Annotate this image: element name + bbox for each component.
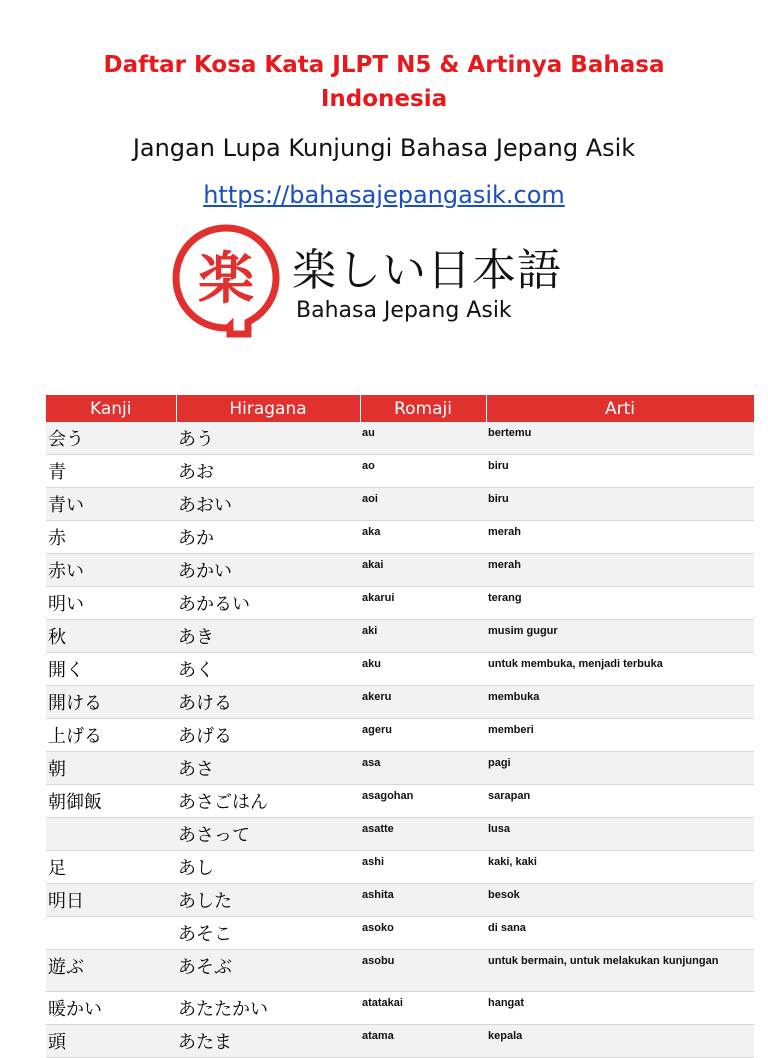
cell-arti: musim gugur bbox=[486, 620, 754, 653]
logo-seal-icon bbox=[170, 222, 282, 342]
table-header-row bbox=[46, 395, 754, 422]
cell-hiragana: あか bbox=[176, 521, 360, 554]
cell-romaji: au bbox=[360, 422, 486, 455]
table-row bbox=[46, 719, 754, 752]
cell-kanji: 足 bbox=[46, 851, 176, 884]
table-body bbox=[46, 422, 754, 1058]
cell-hiragana: あし bbox=[176, 851, 360, 884]
cell-hiragana: あお bbox=[176, 455, 360, 488]
cell-kanji: 暖かい bbox=[46, 992, 176, 1025]
table-row bbox=[46, 488, 754, 521]
cell-kanji: 開く bbox=[46, 653, 176, 686]
table-row bbox=[46, 950, 754, 992]
cell-romaji: akeru bbox=[360, 686, 486, 719]
cell-hiragana: あける bbox=[176, 686, 360, 719]
cell-kanji: 明日 bbox=[46, 884, 176, 917]
cell-kanji: 明い bbox=[46, 587, 176, 620]
cell-hiragana: あさ bbox=[176, 752, 360, 785]
cell-kanji: 秋 bbox=[46, 620, 176, 653]
cell-romaji: asagohan bbox=[360, 785, 486, 818]
cell-romaji: aka bbox=[360, 521, 486, 554]
cell-arti: di sana bbox=[486, 917, 754, 950]
cell-arti: membuka bbox=[486, 686, 754, 719]
table-row bbox=[46, 455, 754, 488]
cell-arti: lusa bbox=[486, 818, 754, 851]
cell-romaji: atatakai bbox=[360, 992, 486, 1025]
table-row bbox=[46, 917, 754, 950]
cell-romaji: asa bbox=[360, 752, 486, 785]
cell-hiragana: あたたかい bbox=[176, 992, 360, 1025]
cell-romaji: asatte bbox=[360, 818, 486, 851]
cell-kanji: 青い bbox=[46, 488, 176, 521]
cell-kanji: 開ける bbox=[46, 686, 176, 719]
cell-romaji: ageru bbox=[360, 719, 486, 752]
header-hiragana: Hiragana bbox=[176, 395, 360, 422]
table-row bbox=[46, 554, 754, 587]
cell-hiragana: あさごはん bbox=[176, 785, 360, 818]
cell-arti: kepala bbox=[486, 1025, 754, 1058]
cell-hiragana: あした bbox=[176, 884, 360, 917]
logo bbox=[170, 222, 610, 342]
cell-kanji: 会う bbox=[46, 422, 176, 455]
cell-hiragana: あおい bbox=[176, 488, 360, 521]
table-row bbox=[46, 884, 754, 917]
cell-kanji: 赤 bbox=[46, 521, 176, 554]
cell-romaji: akarui bbox=[360, 587, 486, 620]
header-kanji: Kanji bbox=[46, 395, 176, 422]
logo-english-text: Bahasa Jepang Asik bbox=[296, 298, 512, 323]
cell-romaji: asoko bbox=[360, 917, 486, 950]
cell-romaji: ao bbox=[360, 455, 486, 488]
cell-arti: merah bbox=[486, 554, 754, 587]
cell-kanji bbox=[46, 818, 176, 851]
cell-romaji: ashi bbox=[360, 851, 486, 884]
cell-arti: hangat bbox=[486, 992, 754, 1025]
cell-hiragana: あげる bbox=[176, 719, 360, 752]
table-row bbox=[46, 992, 754, 1025]
cell-kanji: 朝御飯 bbox=[46, 785, 176, 818]
cell-romaji: aku bbox=[360, 653, 486, 686]
header-romaji: Romaji bbox=[360, 395, 486, 422]
cell-kanji: 上げる bbox=[46, 719, 176, 752]
website-link[interactable]: https://bahasajepangasik.com bbox=[203, 181, 565, 209]
cell-arti: terang bbox=[486, 587, 754, 620]
table-row bbox=[46, 620, 754, 653]
cell-hiragana: あたま bbox=[176, 1025, 360, 1058]
cell-romaji: asobu bbox=[360, 950, 486, 992]
cell-kanji bbox=[46, 917, 176, 950]
cell-hiragana: あかい bbox=[176, 554, 360, 587]
page-title: Daftar Kosa Kata JLPT N5 & Artinya Bahasa Indonesia bbox=[103, 52, 665, 112]
cell-romaji: aoi bbox=[360, 488, 486, 521]
cell-arti: biru bbox=[486, 455, 754, 488]
table-row bbox=[46, 587, 754, 620]
cell-arti: kaki, kaki bbox=[486, 851, 754, 884]
cell-arti: pagi bbox=[486, 752, 754, 785]
cell-arti: merah bbox=[486, 521, 754, 554]
cell-arti: untuk membuka, menjadi terbuka bbox=[486, 653, 754, 686]
cell-hiragana: あさって bbox=[176, 818, 360, 851]
table-row bbox=[46, 653, 754, 686]
cell-kanji: 赤い bbox=[46, 554, 176, 587]
cell-kanji: 頭 bbox=[46, 1025, 176, 1058]
cell-romaji: atama bbox=[360, 1025, 486, 1058]
cell-romaji: ashita bbox=[360, 884, 486, 917]
cell-romaji: akai bbox=[360, 554, 486, 587]
cell-arti: bertemu bbox=[486, 422, 754, 455]
cell-romaji: aki bbox=[360, 620, 486, 653]
cell-arti: memberi bbox=[486, 719, 754, 752]
cell-hiragana: あう bbox=[176, 422, 360, 455]
cell-hiragana: あそぶ bbox=[176, 950, 360, 992]
cell-arti: untuk bermain, untuk melakukan kunjungan bbox=[486, 950, 754, 992]
logo-seal-char: 楽 bbox=[198, 247, 254, 312]
table-row bbox=[46, 851, 754, 884]
cell-arti: besok bbox=[486, 884, 754, 917]
table-row bbox=[46, 521, 754, 554]
logo-japanese-text: 楽しい日本語 bbox=[292, 245, 562, 296]
table-row bbox=[46, 818, 754, 851]
cell-hiragana: あかるい bbox=[176, 587, 360, 620]
cell-arti: biru bbox=[486, 488, 754, 521]
header-arti: Arti bbox=[486, 395, 754, 422]
table-row bbox=[46, 686, 754, 719]
table-row bbox=[46, 422, 754, 455]
cell-kanji: 青 bbox=[46, 455, 176, 488]
table-row bbox=[46, 785, 754, 818]
cell-kanji: 遊ぶ bbox=[46, 950, 176, 992]
cell-hiragana: あそこ bbox=[176, 917, 360, 950]
cell-hiragana: あく bbox=[176, 653, 360, 686]
table-row bbox=[46, 752, 754, 785]
cell-hiragana: あき bbox=[176, 620, 360, 653]
vocabulary-table bbox=[46, 395, 755, 1058]
page-subtitle: Jangan Lupa Kunjungi Bahasa Jepang Asik bbox=[132, 134, 636, 162]
cell-arti: sarapan bbox=[486, 785, 754, 818]
cell-kanji: 朝 bbox=[46, 752, 176, 785]
table-row bbox=[46, 1025, 754, 1058]
